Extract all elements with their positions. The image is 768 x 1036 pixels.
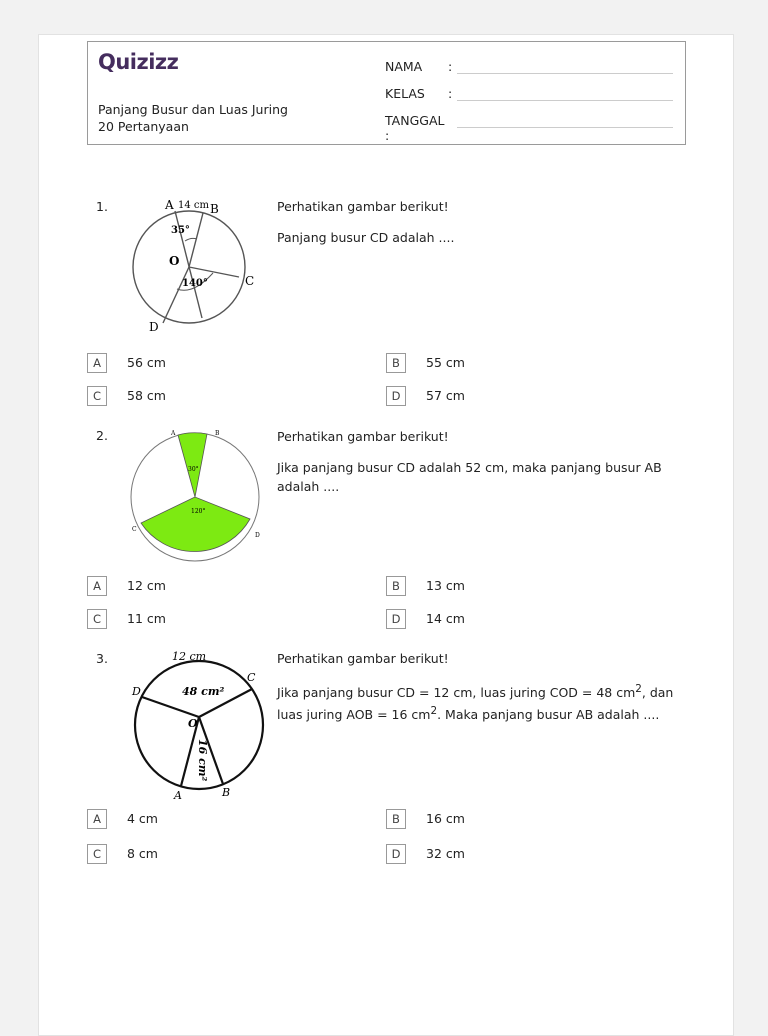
quiz-title: Panjang Busur dan Luas Juring	[98, 102, 288, 117]
option-text: 16 cm	[426, 811, 465, 826]
sector-aob-area-label: 16 cm²	[196, 739, 209, 782]
angle-120-label: 120°	[191, 508, 206, 515]
question-body: Panjang busur CD adalah ....	[277, 230, 455, 245]
option-letter: D	[386, 844, 406, 864]
option-letter: C	[87, 386, 107, 406]
option-letter: A	[87, 576, 107, 596]
option-letter: B	[386, 809, 406, 829]
label-c: C	[247, 671, 256, 684]
worksheet-page	[38, 34, 734, 1036]
label-a: A	[171, 430, 176, 437]
option-letter: B	[386, 576, 406, 596]
option-text: 14 cm	[426, 611, 465, 626]
quizizz-logo: Quizizz	[98, 50, 179, 74]
option-letter: D	[386, 609, 406, 629]
option-letter: A	[87, 353, 107, 373]
label-b: B	[215, 430, 220, 437]
label-o: O	[188, 717, 198, 730]
question-1-figure	[127, 195, 267, 335]
option-letter: C	[87, 844, 107, 864]
question-prompt: Perhatikan gambar berikut!	[277, 651, 449, 666]
colon: :	[448, 59, 453, 74]
question-prompt: Perhatikan gambar berikut!	[277, 199, 449, 214]
label-c: C	[245, 274, 255, 288]
option-letter: D	[386, 386, 406, 406]
option-text: 8 cm	[127, 846, 158, 861]
label-a: A	[165, 198, 174, 212]
option-letter: A	[87, 809, 107, 829]
label-a: A	[174, 789, 182, 802]
body-part: , dan luas juring AOB = 16 cm	[277, 685, 674, 723]
sector-cod-area-label: 48 cm²	[182, 685, 225, 698]
option-text: 12 cm	[127, 578, 166, 593]
superscript: 2	[635, 683, 642, 695]
question-3-number: 3.	[96, 651, 108, 666]
question-2-text	[277, 427, 677, 508]
question-3-figure	[127, 647, 267, 802]
question-body	[277, 680, 677, 724]
angle-35-label: 35°	[171, 225, 190, 236]
superscript: 2	[430, 705, 438, 718]
option-text: 13 cm	[426, 578, 465, 593]
label-d: D	[132, 685, 141, 698]
option-text: 55 cm	[426, 355, 465, 370]
name-label: NAMA	[385, 59, 423, 74]
colon: :	[448, 86, 453, 101]
body-part: Jika panjang busur CD = 12 cm, luas juring COD = 48 cm	[277, 685, 636, 701]
name-input-line[interactable]	[457, 73, 673, 74]
angle-140-label: 140°	[182, 278, 208, 289]
question-prompt: Perhatikan gambar berikut!	[277, 429, 449, 444]
body-part: . Maka panjang busur AB adalah ....	[437, 707, 660, 723]
question-body: Jika panjang busur CD adalah 52 cm, maka panjang busur AB adalah ....	[277, 460, 662, 494]
question-2-figure	[127, 427, 267, 562]
date-input-line[interactable]	[457, 127, 673, 128]
option-text: 4 cm	[127, 811, 158, 826]
question-3-text	[277, 649, 677, 736]
label-d: D	[149, 320, 159, 334]
arc-length-label: 12 cm	[172, 650, 207, 663]
label-d: D	[255, 532, 260, 539]
option-text: 32 cm	[426, 846, 465, 861]
label-c: C	[132, 526, 137, 533]
label-b: B	[222, 786, 231, 799]
name-field	[385, 59, 453, 74]
date-field	[385, 113, 447, 143]
date-label: TANGGAL :	[385, 113, 445, 143]
question-1-number: 1.	[96, 199, 108, 214]
option-text: 56 cm	[127, 355, 166, 370]
class-input-line[interactable]	[457, 100, 673, 101]
option-text: 58 cm	[127, 388, 166, 403]
question-1-text	[277, 197, 677, 259]
question-2-number: 2.	[96, 428, 108, 443]
question-count: 20 Pertanyaan	[98, 119, 189, 134]
label-b: B	[210, 202, 219, 216]
class-label: KELAS	[385, 86, 425, 101]
option-letter: C	[87, 609, 107, 629]
option-text: 57 cm	[426, 388, 465, 403]
angle-30-label: 30°	[188, 466, 199, 473]
label-o: O	[169, 254, 180, 268]
worksheet-header	[87, 41, 686, 145]
class-field	[385, 86, 453, 101]
chord-length-label: 14 cm	[178, 200, 209, 211]
option-letter: B	[386, 353, 406, 373]
option-text: 11 cm	[127, 611, 166, 626]
